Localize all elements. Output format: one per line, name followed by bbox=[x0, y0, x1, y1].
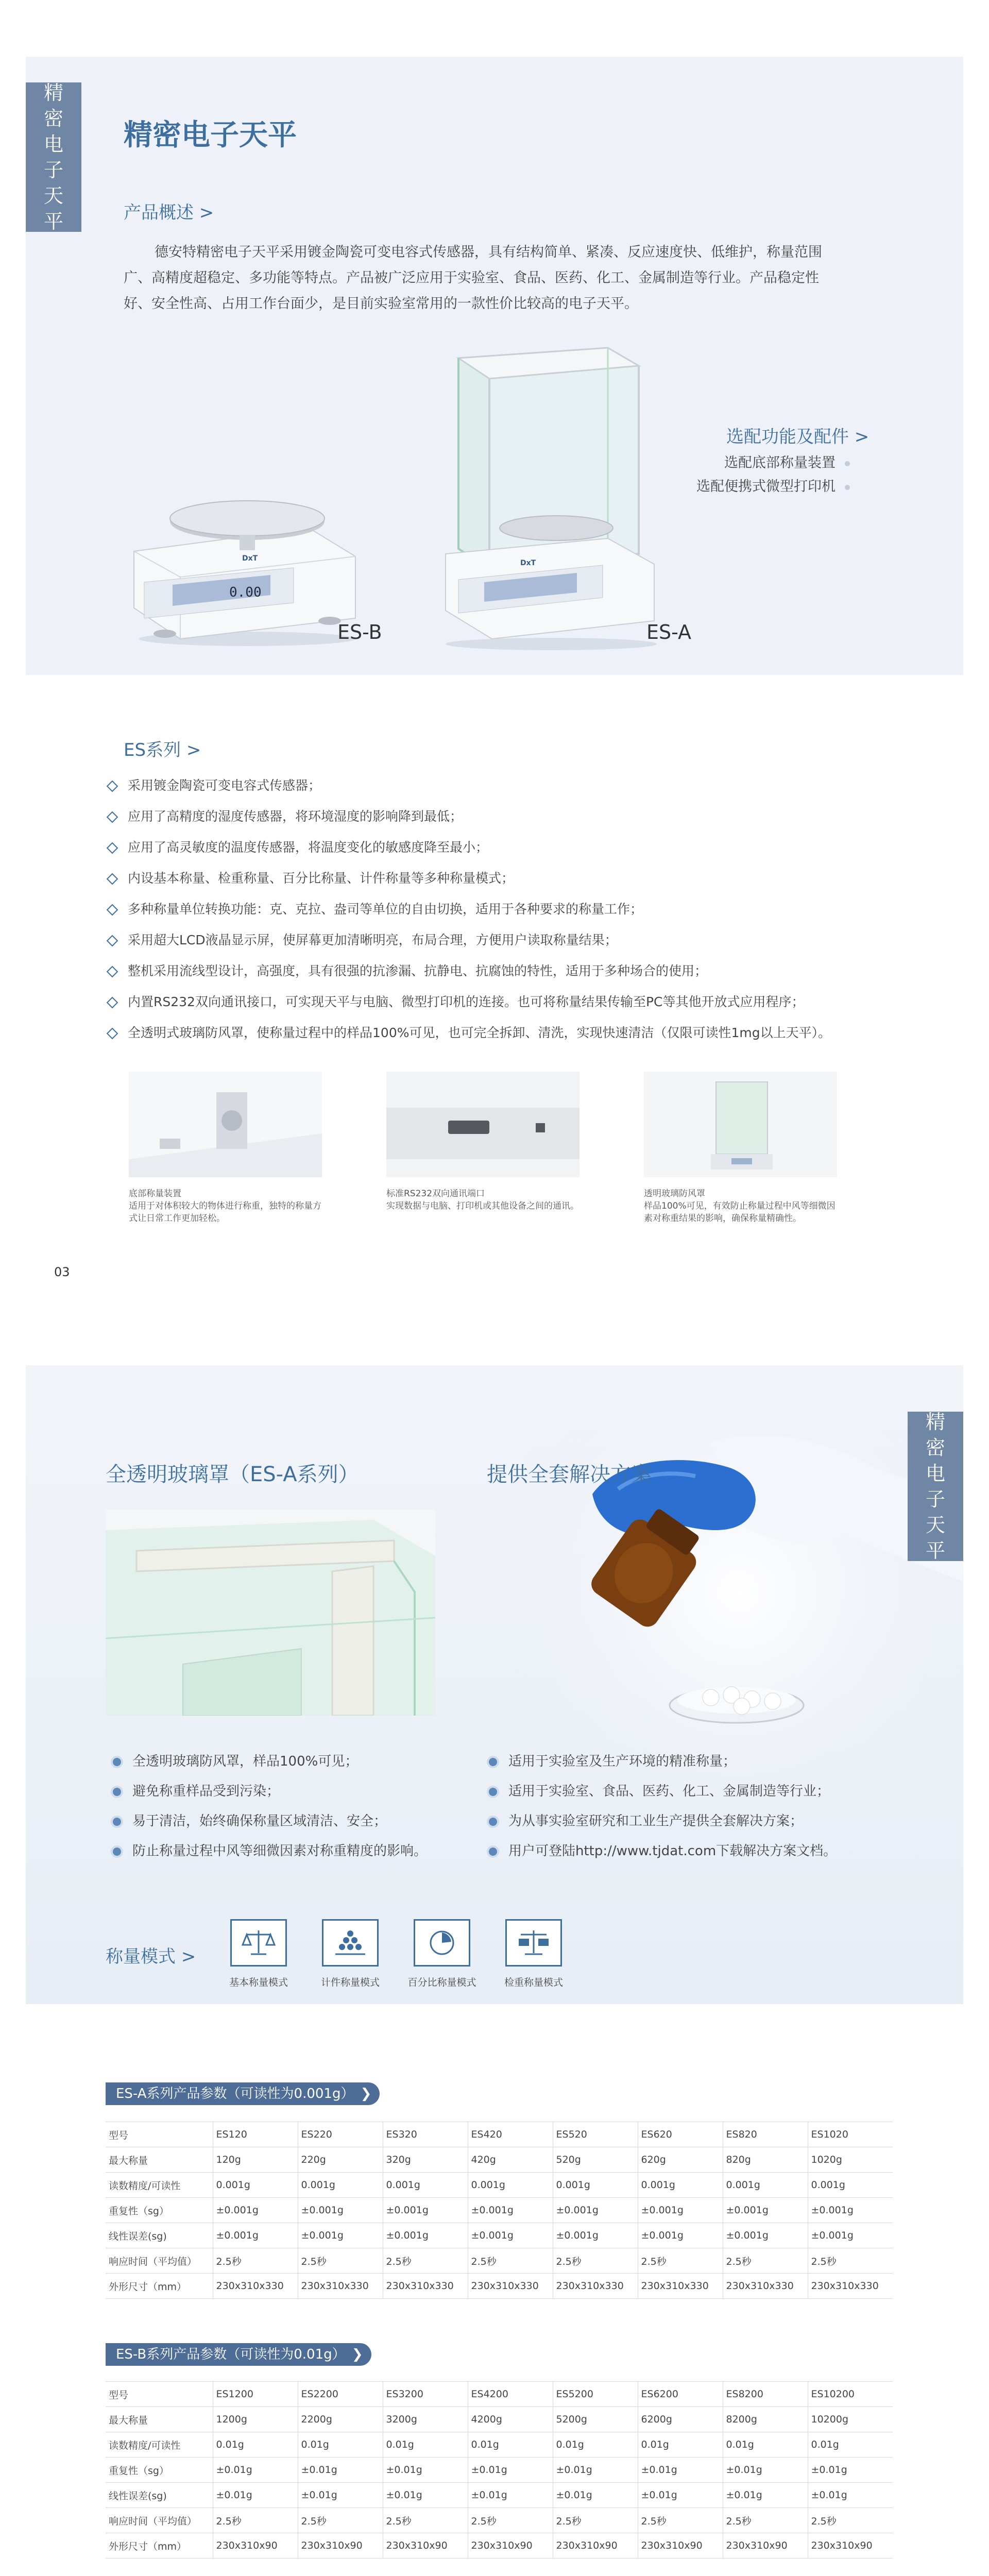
option-item bbox=[680, 475, 850, 495]
table-cell: 620g bbox=[638, 2147, 723, 2173]
table-cell: 520g bbox=[553, 2147, 638, 2173]
mode-label: 百分比称量模式 bbox=[407, 1977, 476, 1988]
glass-point bbox=[111, 1776, 280, 1806]
table-cell: 2.5秒 bbox=[213, 2248, 298, 2274]
table-cell: 0.001g bbox=[553, 2173, 638, 2198]
side-tab-char: 电 bbox=[43, 133, 63, 156]
solution-point-text: 适用于实验室、食品、医药、化工、金属制造等行业； bbox=[508, 1784, 830, 1799]
table-row bbox=[106, 2173, 893, 2198]
option-label: 选配便携式微型打印机 bbox=[696, 479, 835, 495]
thumb-caption bbox=[644, 1188, 840, 1225]
table-cell: 0.001g bbox=[298, 2173, 383, 2198]
table-row bbox=[106, 2223, 893, 2248]
table-cell: 2.5秒 bbox=[298, 2508, 383, 2533]
side-tab-char: 密 bbox=[43, 107, 63, 130]
table-cell: ±0.001g bbox=[723, 2223, 808, 2248]
brand-logo: DxT bbox=[242, 554, 258, 563]
table-cell: 0.01g bbox=[468, 2432, 553, 2458]
glass-point-text: 全透明玻璃防风罩，样品100%可见； bbox=[132, 1754, 359, 1769]
side-tab-char: 电 bbox=[925, 1462, 945, 1485]
table-cell: ±0.001g bbox=[213, 2223, 298, 2248]
table-row bbox=[106, 2147, 893, 2173]
table-cell: 0.001g bbox=[383, 2173, 468, 2198]
percent-dial-icon bbox=[414, 1919, 470, 1967]
table-cell: 230x310x330 bbox=[213, 2274, 298, 2299]
table-cell: 5200g bbox=[553, 2407, 638, 2432]
round-bullet-icon bbox=[487, 1845, 499, 1858]
feature-text: 应用了高灵敏度的温度传感器，将温度变化的敏感度降至最小； bbox=[128, 840, 489, 855]
table-cell: 0.01g bbox=[808, 2432, 893, 2458]
weighing-mode-heading: 称量模式 > bbox=[106, 1946, 196, 1967]
rs232-port-photo bbox=[386, 1072, 579, 1177]
table-cell: 230x310x330 bbox=[468, 2274, 553, 2299]
table-cell: ±0.001g bbox=[638, 2198, 723, 2223]
table-cell: 230x310x330 bbox=[383, 2274, 468, 2299]
table-cell: ±0.01g bbox=[808, 2483, 893, 2508]
glass-point-text: 防止称量过程中风等细微因素对称重精度的影响。 bbox=[132, 1843, 428, 1859]
side-tab-page1 bbox=[26, 82, 81, 232]
glass-point bbox=[111, 1836, 427, 1866]
mode-counting bbox=[314, 1919, 386, 1989]
table-cell: 220g bbox=[298, 2147, 383, 2173]
table-cell: ±0.01g bbox=[638, 2458, 723, 2483]
table-cell: ES520 bbox=[553, 2122, 638, 2147]
bullet-dot-icon bbox=[845, 485, 850, 490]
table-row bbox=[106, 2432, 893, 2458]
page-number: 03 bbox=[54, 1265, 70, 1279]
table-b-title-text: ES-B系列产品参数（可读性为0.01g） bbox=[116, 2347, 346, 2362]
feature-text: 内设基本称量、检重称量、百分比称量、计件称量等多种称量模式； bbox=[128, 871, 515, 886]
table-cell: ES820 bbox=[723, 2122, 808, 2147]
spec-table-es-a bbox=[106, 2122, 893, 2299]
side-tab-char: 精 bbox=[925, 1411, 945, 1433]
round-bullet-icon bbox=[111, 1845, 123, 1858]
table-cell: 2.5秒 bbox=[808, 2248, 893, 2274]
solution-point bbox=[487, 1776, 830, 1806]
table-cell: 最大称量 bbox=[106, 2147, 213, 2173]
bottom-weighing-photo bbox=[129, 1072, 322, 1177]
model-label-es-a: ES-A bbox=[646, 621, 692, 643]
table-row bbox=[106, 2508, 893, 2533]
table-cell: ±0.001g bbox=[553, 2198, 638, 2223]
table-cell: 2.5秒 bbox=[553, 2248, 638, 2274]
solution-point bbox=[487, 1747, 736, 1776]
table-cell: ±0.01g bbox=[808, 2458, 893, 2483]
table-cell: 型号 bbox=[106, 2122, 213, 2147]
solution-point-text: 适用于实验室及生产环境的精准称量； bbox=[508, 1754, 737, 1769]
table-cell: 0.01g bbox=[723, 2432, 808, 2458]
feature-text: 采用镀金陶瓷可变电容式传感器； bbox=[128, 778, 321, 793]
side-tab-char: 天 bbox=[43, 184, 63, 207]
table-cell: 型号 bbox=[106, 2382, 213, 2407]
table-cell: ES120 bbox=[213, 2122, 298, 2147]
table-row bbox=[106, 2248, 893, 2274]
feature-text: 内置RS232双向通讯接口，可实现天平与电脑、微型打印机的连接。也可将称量结果传输至PC等其他开放式应用程序； bbox=[128, 994, 805, 1009]
table-cell: ES4200 bbox=[468, 2382, 553, 2407]
round-bullet-icon bbox=[111, 1816, 123, 1828]
side-tab-page2 bbox=[908, 1412, 963, 1561]
feature-item bbox=[108, 832, 907, 863]
diamond-bullet-icon bbox=[107, 966, 118, 978]
glass-point bbox=[111, 1806, 387, 1836]
thumb-caption-text: 实现数据与电脑、打印机或其他设备之间的通讯。 bbox=[386, 1201, 579, 1211]
diamond-bullet-icon bbox=[107, 935, 118, 947]
table-cell: 0.01g bbox=[298, 2432, 383, 2458]
table-cell: 0.01g bbox=[213, 2432, 298, 2458]
table-cell: 230x310x90 bbox=[553, 2533, 638, 2558]
table-cell: 1020g bbox=[808, 2147, 893, 2173]
table-cell: ES1200 bbox=[213, 2382, 298, 2407]
es-series-heading: ES系列 > bbox=[124, 740, 201, 760]
diamond-bullet-icon bbox=[107, 904, 118, 916]
table-cell: ES1020 bbox=[808, 2122, 893, 2147]
piece-count-icon bbox=[322, 1919, 379, 1967]
diamond-bullet-icon bbox=[107, 842, 118, 854]
table-a-title-text: ES-A系列产品参数（可读性为0.001g） bbox=[116, 2086, 354, 2102]
thumb-caption bbox=[386, 1188, 582, 1212]
feature-item bbox=[108, 956, 907, 987]
table-cell: 230x310x330 bbox=[638, 2274, 723, 2299]
table-cell: ±0.01g bbox=[213, 2458, 298, 2483]
table-cell: ±0.001g bbox=[298, 2198, 383, 2223]
table-cell: 外形尺寸（mm） bbox=[106, 2533, 213, 2558]
table-cell: ±0.01g bbox=[213, 2483, 298, 2508]
table-cell: ES6200 bbox=[638, 2382, 723, 2407]
diamond-bullet-icon bbox=[107, 873, 118, 885]
table-cell: 外形尺寸（mm） bbox=[106, 2274, 213, 2299]
side-tab-char: 平 bbox=[925, 1539, 945, 1562]
table-cell: 320g bbox=[383, 2147, 468, 2173]
table-cell: ±0.001g bbox=[553, 2223, 638, 2248]
feature-text: 采用超大LCD液晶显示屏，使屏幕更加清晰明亮，布局合理，方便用户读取称量结果； bbox=[128, 933, 618, 947]
table-row bbox=[106, 2458, 893, 2483]
table-cell: 响应时间（平均值） bbox=[106, 2508, 213, 2533]
table-cell: 820g bbox=[723, 2147, 808, 2173]
table-cell: ±0.01g bbox=[723, 2483, 808, 2508]
side-tab-char: 精 bbox=[43, 81, 63, 104]
table-cell: 8200g bbox=[723, 2407, 808, 2432]
round-bullet-icon bbox=[111, 1786, 123, 1798]
table-cell: 2.5秒 bbox=[383, 2248, 468, 2274]
round-bullet-icon bbox=[487, 1756, 499, 1768]
glass-cover-photo bbox=[106, 1510, 435, 1716]
es-b-balance-image bbox=[124, 479, 366, 649]
table-cell: 10200g bbox=[808, 2407, 893, 2432]
table-cell: 0.01g bbox=[638, 2432, 723, 2458]
table-cell: 最大称量 bbox=[106, 2407, 213, 2432]
table-cell: 230x310x330 bbox=[808, 2274, 893, 2299]
table-cell: 0.001g bbox=[638, 2173, 723, 2198]
balance-scale-icon bbox=[230, 1919, 287, 1967]
table-cell: 230x310x330 bbox=[723, 2274, 808, 2299]
table-cell: ES10200 bbox=[808, 2382, 893, 2407]
glass-cover-heading: 全透明玻璃罩（ES-A系列） bbox=[106, 1463, 359, 1486]
table-cell: 120g bbox=[213, 2147, 298, 2173]
table-cell: ±0.001g bbox=[213, 2198, 298, 2223]
side-tab-char: 密 bbox=[925, 1436, 945, 1459]
option-item bbox=[680, 451, 850, 471]
feature-text: 多种称量单位转换功能：克、克拉、盎司等单位的自由切换，适用于各种要求的称量工作； bbox=[128, 902, 643, 917]
table-cell: 2.5秒 bbox=[213, 2508, 298, 2533]
thumb-caption-title: 标准RS232双向通讯端口 bbox=[386, 1189, 485, 1199]
table-row bbox=[106, 2533, 893, 2558]
table-cell: ±0.001g bbox=[383, 2223, 468, 2248]
table-cell: 420g bbox=[468, 2147, 553, 2173]
table-cell: 2.5秒 bbox=[638, 2248, 723, 2274]
table-cell: 0.01g bbox=[553, 2432, 638, 2458]
diamond-bullet-icon bbox=[107, 1028, 118, 1040]
table-cell: ±0.001g bbox=[808, 2223, 893, 2248]
table-row bbox=[106, 2382, 893, 2407]
table-cell: ±0.01g bbox=[553, 2483, 638, 2508]
table-row bbox=[106, 2274, 893, 2299]
table-cell: ±0.01g bbox=[468, 2458, 553, 2483]
diamond-bullet-icon bbox=[107, 997, 118, 1009]
table-row bbox=[106, 2198, 893, 2223]
glass-windshield-photo bbox=[644, 1072, 837, 1177]
mode-label: 基本称量模式 bbox=[229, 1977, 288, 1988]
solution-point-text: 用户可登陆http://www.tjdat.com下载解决方案文档。 bbox=[508, 1843, 837, 1859]
feature-item bbox=[108, 925, 907, 956]
table-cell: ±0.01g bbox=[298, 2458, 383, 2483]
table-cell: ES220 bbox=[298, 2122, 383, 2147]
table-cell: 230x310x90 bbox=[383, 2533, 468, 2558]
table-cell: ES8200 bbox=[723, 2382, 808, 2407]
side-tab-char: 平 bbox=[43, 210, 63, 233]
page-title: 精密电子天平 bbox=[124, 118, 297, 152]
table-cell: ES2200 bbox=[298, 2382, 383, 2407]
table-cell: 230x310x330 bbox=[298, 2274, 383, 2299]
diamond-bullet-icon bbox=[107, 811, 118, 823]
spec-table-es-b bbox=[106, 2381, 893, 2558]
table-cell: ±0.001g bbox=[723, 2198, 808, 2223]
table-cell: 线性误差(sg) bbox=[106, 2483, 213, 2508]
table-cell: 线性误差(sg) bbox=[106, 2223, 213, 2248]
table-cell: ±0.001g bbox=[638, 2223, 723, 2248]
table-cell: 读数精度/可读性 bbox=[106, 2173, 213, 2198]
table-a-title bbox=[106, 2082, 380, 2105]
table-b-title bbox=[106, 2343, 371, 2366]
table-cell: 重复性（sg） bbox=[106, 2458, 213, 2483]
feature-list bbox=[108, 770, 907, 1048]
table-cell: ±0.001g bbox=[383, 2198, 468, 2223]
feature-item bbox=[108, 1018, 907, 1048]
table-row bbox=[106, 2407, 893, 2432]
table-cell: ±0.01g bbox=[298, 2483, 383, 2508]
thumb-caption bbox=[129, 1188, 325, 1225]
table-cell: 2.5秒 bbox=[468, 2248, 553, 2274]
table-cell: 230x310x90 bbox=[298, 2533, 383, 2558]
solution-point bbox=[487, 1836, 837, 1866]
table-cell: ES3200 bbox=[383, 2382, 468, 2407]
bullet-dot-icon bbox=[845, 461, 850, 466]
table-cell: ±0.01g bbox=[383, 2458, 468, 2483]
svg-text:DxT: DxT bbox=[520, 559, 536, 567]
chevron-right-icon: ❯ bbox=[360, 2086, 372, 2102]
table-cell: ES420 bbox=[468, 2122, 553, 2147]
glass-point bbox=[111, 1747, 358, 1776]
option-label: 选配底部称量装置 bbox=[724, 455, 835, 471]
mode-label: 检重称量模式 bbox=[504, 1977, 563, 1988]
round-bullet-icon bbox=[487, 1786, 499, 1798]
solution-point bbox=[487, 1806, 803, 1836]
mode-label: 计件称量模式 bbox=[320, 1977, 380, 1988]
table-cell: 2.5秒 bbox=[468, 2508, 553, 2533]
glass-point-text: 避免称重样品受到污染； bbox=[132, 1784, 280, 1799]
round-bullet-icon bbox=[487, 1816, 499, 1828]
feature-text: 全透明式玻璃防风罩，使称量过程中的样品100%可见，也可完全拆卸、清洗，实现快速清洁（仅限可读性1mg以上天平）。 bbox=[128, 1025, 831, 1040]
table-cell: 4200g bbox=[468, 2407, 553, 2432]
options-heading: 选配功能及配件 > bbox=[726, 427, 869, 447]
table-cell: 2.5秒 bbox=[723, 2508, 808, 2533]
table-cell: ES5200 bbox=[553, 2382, 638, 2407]
table-cell: ±0.01g bbox=[383, 2483, 468, 2508]
table-cell: 0.01g bbox=[383, 2432, 468, 2458]
feature-item bbox=[108, 894, 907, 925]
table-cell: 2200g bbox=[298, 2407, 383, 2432]
table-cell: 重复性（sg） bbox=[106, 2198, 213, 2223]
feature-item bbox=[108, 801, 907, 832]
feature-item bbox=[108, 987, 907, 1018]
table-cell: 0.001g bbox=[808, 2173, 893, 2198]
thumb-caption-text: 适用于对体积较大的物体进行称重，独特的称量方式让日常工作更加轻松。 bbox=[129, 1201, 321, 1224]
side-tab-char: 子 bbox=[43, 159, 63, 181]
table-cell: 响应时间（平均值） bbox=[106, 2248, 213, 2274]
solution-heading: 提供全套解决方案 bbox=[487, 1463, 652, 1486]
side-tab-char: 子 bbox=[925, 1488, 945, 1511]
feature-item bbox=[108, 770, 907, 801]
feature-item bbox=[108, 863, 907, 894]
model-label-es-b: ES-B bbox=[337, 621, 382, 643]
checkweigh-icon bbox=[505, 1919, 562, 1967]
table-cell: 2.5秒 bbox=[298, 2248, 383, 2274]
table-cell: ±0.01g bbox=[468, 2483, 553, 2508]
table-cell: ES320 bbox=[383, 2122, 468, 2147]
table-cell: 2.5秒 bbox=[808, 2508, 893, 2533]
table-cell: 0.001g bbox=[468, 2173, 553, 2198]
thumb-caption-title: 底部称量装置 bbox=[129, 1189, 181, 1199]
table-row bbox=[106, 2483, 893, 2508]
diamond-bullet-icon bbox=[107, 781, 118, 792]
table-cell: 3200g bbox=[383, 2407, 468, 2432]
table-cell: ±0.001g bbox=[808, 2198, 893, 2223]
glass-point-text: 易于清洁，始终确保称量区域清洁、安全； bbox=[132, 1814, 387, 1829]
table-cell: ±0.01g bbox=[723, 2458, 808, 2483]
table-cell: 230x310x330 bbox=[553, 2274, 638, 2299]
table-cell: 读数精度/可读性 bbox=[106, 2432, 213, 2458]
table-cell: 0.001g bbox=[213, 2173, 298, 2198]
lcd-reading: 0.00 bbox=[229, 585, 262, 600]
mode-checkweigh bbox=[498, 1919, 570, 1989]
table-cell: ES620 bbox=[638, 2122, 723, 2147]
table-cell: 230x310x90 bbox=[638, 2533, 723, 2558]
mode-percentage bbox=[406, 1919, 478, 1989]
chevron-right-icon: ❯ bbox=[351, 2347, 363, 2362]
table-cell: ±0.001g bbox=[298, 2223, 383, 2248]
table-cell: 2.5秒 bbox=[553, 2508, 638, 2533]
table-cell: 2.5秒 bbox=[383, 2508, 468, 2533]
overview-heading: 产品概述 > bbox=[124, 202, 214, 223]
mode-basic bbox=[223, 1919, 295, 1989]
table-row bbox=[106, 2122, 893, 2147]
intro-paragraph: 德安特精密电子天平采用镀金陶瓷可变电容式传感器，具有结构简单、紧凑、反应速度快、低维护，称量范围广、高精度超稳定、多功能等特点。产品被广泛应用于实验室、食品、医药、化工、金属制造等行业。产品稳定性好、安全性高、占用工作台面少，是目前实验室常用的一款性价比较高的电子天平。 bbox=[124, 244, 822, 312]
table-cell: ±0.01g bbox=[553, 2458, 638, 2483]
solution-point-text: 为从事实验室研究和工业生产提供全套解决方案； bbox=[508, 1814, 804, 1829]
feature-text: 应用了高精度的湿度传感器，将环境湿度的影响降到最低； bbox=[128, 809, 463, 824]
table-cell: ±0.01g bbox=[638, 2483, 723, 2508]
thumb-caption-title: 透明玻璃防风罩 bbox=[644, 1189, 705, 1199]
table-cell: 2.5秒 bbox=[638, 2508, 723, 2533]
table-cell: 230x310x90 bbox=[213, 2533, 298, 2558]
feature-text: 整机采用流线型设计，高强度，具有很强的抗渗漏、抗静电、抗腐蚀的特性，适用于多种场合的使用； bbox=[128, 963, 708, 978]
table-cell: 1200g bbox=[213, 2407, 298, 2432]
table-cell: ±0.001g bbox=[468, 2223, 553, 2248]
side-tab-char: 天 bbox=[925, 1514, 945, 1536]
table-cell: ±0.001g bbox=[468, 2198, 553, 2223]
table-cell: 0.001g bbox=[723, 2173, 808, 2198]
table-cell: 230x310x90 bbox=[468, 2533, 553, 2558]
table-cell: 2.5秒 bbox=[723, 2248, 808, 2274]
table-cell: 230x310x90 bbox=[723, 2533, 808, 2558]
thumb-caption-text: 样品100%可见，有效防止称量过程中风等细微因素对称重结果的影响，确保称量精确性。 bbox=[644, 1201, 835, 1224]
table-cell: 230x310x90 bbox=[808, 2533, 893, 2558]
round-bullet-icon bbox=[111, 1756, 123, 1768]
es-a-balance-image bbox=[438, 343, 659, 652]
table-cell: 6200g bbox=[638, 2407, 723, 2432]
